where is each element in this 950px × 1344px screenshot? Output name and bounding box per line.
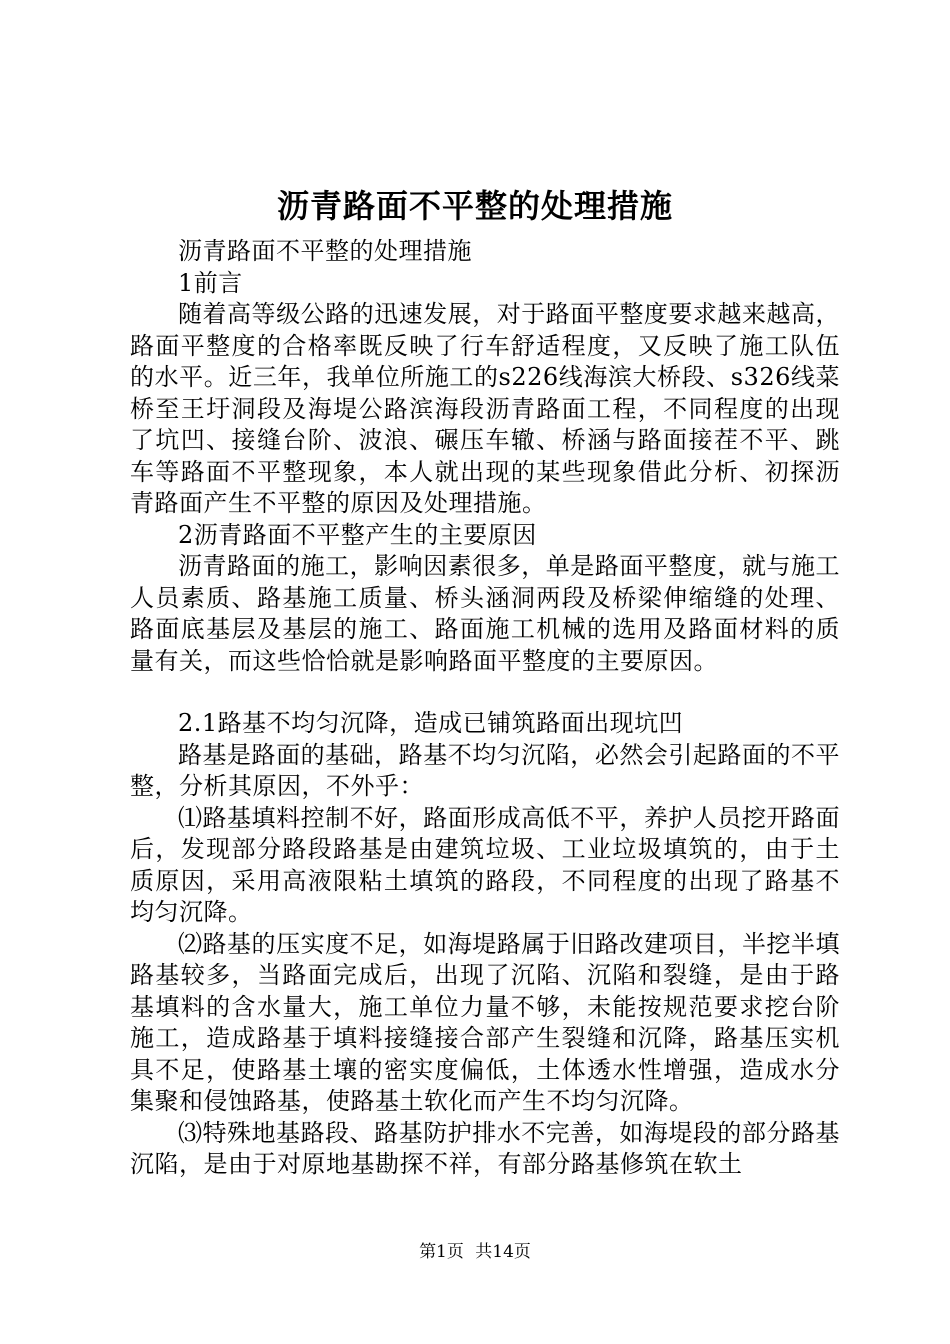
document-title: 沥青路面不平整的处理措施 bbox=[276, 187, 673, 225]
document-body bbox=[130, 236, 840, 1181]
paragraph: 随着高等级公路的迅速发展，对于路面平整度要求越来越高，路面平整度的合格率既反映了行车舒适程度，又反映了施工队伍的水平。近三年，我单位所施工的s226线海滨大桥段、s326线菜桥至王圩洞段及海堤公路滨海段沥青路面工程，不同程度的出现了坑凹、接缝台阶、波浪、碾压车辙、桥涵与路面接茬不平、跳车等路面不平整现象，本人就出现的某些现象借此分析、初探沥青路面产生不平整的原因及处理措施。 bbox=[130, 300, 840, 517]
list-item: ⑶特殊地基路段、路基防护排水不完善，如海堤段的部分路基沉陷，是由于对原地基勘探不祥，有部分路基修筑在软土 bbox=[130, 1118, 840, 1178]
page-footer bbox=[0, 1241, 950, 1263]
section-heading-2-1: 2.1路基不均匀沉降，造成已铺筑路面出现坑凹 bbox=[178, 709, 684, 737]
paragraph: 路基是路面的基础，路基不均匀沉陷，必然会引起路面的不平整，分析其原因，不外乎： bbox=[130, 740, 840, 800]
page-total: 共14页 bbox=[475, 1242, 531, 1262]
paragraph-subtitle: 沥青路面不平整的处理措施 bbox=[178, 237, 472, 265]
list-item: ⑵路基的压实度不足，如海堤路属于旧路改建项目，半挖半填路基较多，当路面完成后，出现了沉陷、沉陷和裂缝，是由于路基填料的含水量大，施工单位力量不够，未能按规范要求挖台阶施工，造成路基于填料接缝接合部产生裂缝和沉降，路基压实机具不足，使路基土壤的密实度偏低，土体透水性增强，造成水分集聚和侵蚀路基，使路基土软化而产生不均匀沉降。 bbox=[130, 929, 840, 1115]
paragraph: 沥青路面的施工，影响因素很多，单是路面平整度，就与施工人员素质、路基施工质量、桥头涵洞两段及桥梁伸缩缝的处理、路面底基层及基层的施工、路面施工机械的选用及路面材料的质量有关，而这些恰恰就是影响路面平整度的主要原因。 bbox=[130, 552, 840, 675]
section-heading-1: 1前言 bbox=[178, 268, 243, 297]
section-heading-2: 2沥青路面不平整产生的主要原因 bbox=[178, 520, 537, 549]
page-number: 第1页 bbox=[419, 1242, 464, 1262]
list-item: ⑴路基填料控制不好，路面形成高低不平，养护人员挖开路面后，发现部分路段路基是由建筑垃圾、工业垃圾填筑的，由于土质原因，采用高液限粘土填筑的路段，不同程度的出现了路基不均匀沉降。 bbox=[130, 803, 840, 926]
